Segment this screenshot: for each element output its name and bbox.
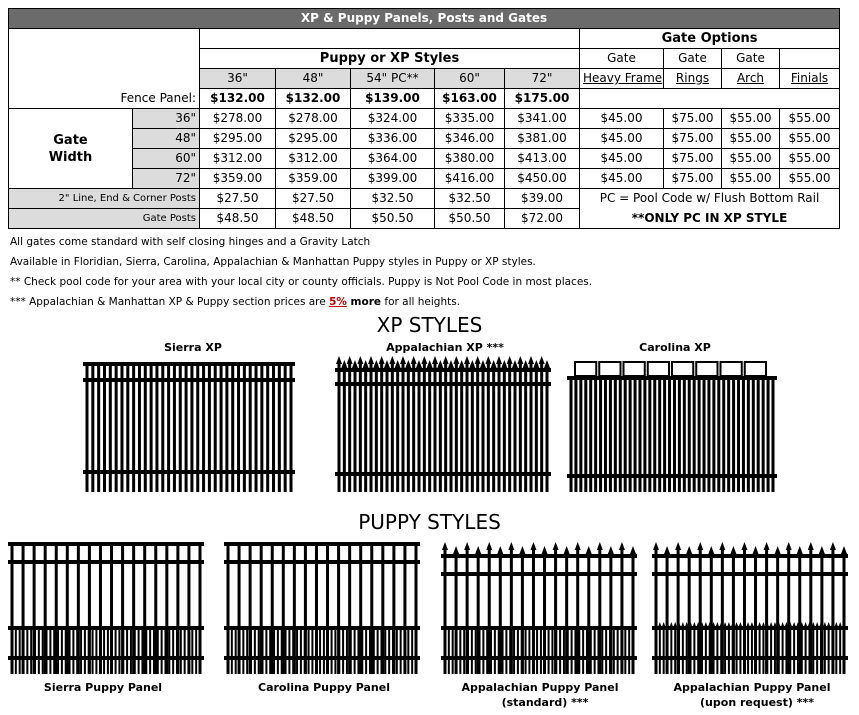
fence-panel-price: $175.00	[505, 89, 580, 109]
gate-option-price: $55.00	[780, 149, 840, 169]
sierra-xp-fence-image	[83, 356, 295, 492]
gate-price: $312.00	[200, 149, 276, 169]
xp-label-sierra: Sierra XP	[164, 341, 222, 354]
gate-width-60: 60"	[133, 149, 200, 169]
gate-options-header: Gate Options	[580, 29, 840, 49]
gate-price: $359.00	[276, 169, 351, 189]
fence-panel-price: $132.00	[276, 89, 351, 109]
gate-option-price: $55.00	[722, 169, 780, 189]
gate-price: $278.00	[276, 109, 351, 129]
gate-width-label	[9, 109, 133, 189]
line-post-price: $27.50	[200, 189, 276, 209]
note-percent: 5%	[329, 296, 347, 308]
puppy-label-appalachian-standard: Appalachian Puppy Panel	[461, 681, 619, 694]
gate-width-48: 48"	[133, 129, 200, 149]
gate-post-price: $48.50	[276, 209, 351, 229]
gate-price: $336.00	[351, 129, 435, 149]
note-line-4	[10, 292, 592, 312]
note-line-2: Available in Floridian, Sierra, Carolina, Appalachian & Manhattan Puppy styles in Puppy or XP styles.	[10, 256, 536, 268]
puppy-label-appalachian-request: Appalachian Puppy Panel	[673, 681, 831, 694]
puppy-label-sierra: Sierra Puppy Panel	[43, 681, 163, 694]
line-post-price: $39.00	[505, 189, 580, 209]
gate-price: $416.00	[435, 169, 505, 189]
fence-panel-price: $139.00	[351, 89, 435, 109]
size-72: 72"	[505, 69, 580, 89]
fence-panel-options-blank	[580, 89, 840, 109]
gate-option-price: $45.00	[580, 129, 664, 149]
puppy-label-carolina: Carolina Puppy Panel	[258, 681, 390, 694]
pc-note: PC = Pool Code w/ Flush Bottom Rail	[580, 189, 840, 209]
line-post-price: $32.50	[435, 189, 505, 209]
appalachian-puppy-request-fence-image	[652, 538, 848, 674]
gate-option-price: $75.00	[664, 149, 722, 169]
gate-price: $335.00	[435, 109, 505, 129]
blank-corner	[9, 29, 200, 89]
gate-post-price: $72.00	[505, 209, 580, 229]
fence-panel-price: $163.00	[435, 89, 505, 109]
line-posts-label: 2" Line, End & Corner Posts	[9, 189, 200, 209]
gate-width-label-2: Width	[48, 149, 93, 165]
gate-posts-label: Gate Posts	[9, 209, 200, 229]
gate-col-3-line2: Arch	[722, 69, 780, 89]
gate-price: $346.00	[435, 129, 505, 149]
puppy-sublabel-standard: (standard) ***	[501, 696, 589, 709]
size-60: 60"	[435, 69, 505, 89]
gate-col-1-line1: Gate	[580, 49, 664, 69]
note-line-4-prefix: *** Appalachian & Manhattan XP & Puppy section prices are	[10, 296, 330, 308]
gate-option-price: $55.00	[722, 129, 780, 149]
puppy-styles-heading: PUPPY STYLES	[358, 510, 501, 534]
xp-styles-heading: XP STYLES	[376, 313, 483, 337]
carolina-xp-fence-image	[567, 356, 777, 492]
fence-panel-price: $132.00	[200, 89, 276, 109]
gate-width-36: 36"	[133, 109, 200, 129]
line-post-price: $32.50	[351, 189, 435, 209]
gate-col-2-line2: Rings	[664, 69, 722, 89]
gate-option-price: $55.00	[722, 109, 780, 129]
gate-price: $450.00	[505, 169, 580, 189]
gate-option-price: $75.00	[664, 109, 722, 129]
appalachian-puppy-standard-fence-image	[441, 538, 637, 674]
sierra-puppy-fence-image	[8, 538, 204, 674]
price-table	[8, 8, 840, 229]
fence-panel-label: Fence Panel:	[9, 89, 200, 109]
gate-width-label-1: Gate	[53, 132, 88, 148]
notes	[10, 232, 592, 312]
gate-option-price: $45.00	[580, 109, 664, 129]
size-48: 48"	[276, 69, 351, 89]
table-title: XP & Puppy Panels, Posts and Gates	[9, 9, 840, 29]
gate-price: $380.00	[435, 149, 505, 169]
gate-price: $413.00	[505, 149, 580, 169]
note-line-1: All gates come standard with self closing hinges and a Gravity Latch	[10, 236, 371, 248]
gate-price: $295.00	[200, 129, 276, 149]
gate-option-price: $55.00	[780, 129, 840, 149]
gate-price: $381.00	[505, 129, 580, 149]
gate-price: $295.00	[276, 129, 351, 149]
gate-post-price: $48.50	[200, 209, 276, 229]
gate-col-4-line2: Finials	[780, 69, 840, 89]
appalachian-xp-fence-image	[335, 354, 551, 492]
carolina-puppy-fence-image	[224, 538, 420, 674]
gate-price: $359.00	[200, 169, 276, 189]
xp-label-appalachian: Appalachian XP ***	[386, 341, 504, 354]
gate-price: $312.00	[276, 149, 351, 169]
gate-col-2-line1: Gate	[664, 49, 722, 69]
size-36: 36"	[200, 69, 276, 89]
note-line-3: ** Check pool code for your area with your local city or county officials. Puppy is Not Pool Code in most places.	[10, 276, 593, 288]
gate-col-4-line1	[780, 49, 840, 69]
gate-post-price: $50.50	[351, 209, 435, 229]
line-post-price: $27.50	[276, 189, 351, 209]
gate-price: $324.00	[351, 109, 435, 129]
gate-option-price: $75.00	[664, 129, 722, 149]
gate-option-price: $75.00	[664, 169, 722, 189]
only-pc-note: **ONLY PC IN XP STYLE	[580, 209, 840, 229]
gate-option-price: $55.00	[780, 169, 840, 189]
gate-option-price: $55.00	[780, 109, 840, 129]
gate-price: $341.00	[505, 109, 580, 129]
gate-post-price: $50.50	[435, 209, 505, 229]
gate-option-price: $45.00	[580, 149, 664, 169]
gate-option-price: $45.00	[580, 169, 664, 189]
gate-option-price: $55.00	[722, 149, 780, 169]
note-more: more	[346, 296, 382, 308]
blank-header	[200, 29, 580, 49]
xp-label-carolina: Carolina XP	[639, 341, 711, 354]
puppy-sublabel-request: (upon request) ***	[700, 696, 814, 709]
size-54pc: 54" PC**	[351, 69, 435, 89]
gate-price: $278.00	[200, 109, 276, 129]
note-line-4-suffix: for all heights.	[381, 296, 461, 308]
gate-col-1-line2: Heavy Frame	[580, 69, 664, 89]
gate-width-72: 72"	[133, 169, 200, 189]
styles-header: Puppy or XP Styles	[200, 49, 580, 69]
gate-col-3-line1: Gate	[722, 49, 780, 69]
gate-price: $399.00	[351, 169, 435, 189]
gate-price: $364.00	[351, 149, 435, 169]
